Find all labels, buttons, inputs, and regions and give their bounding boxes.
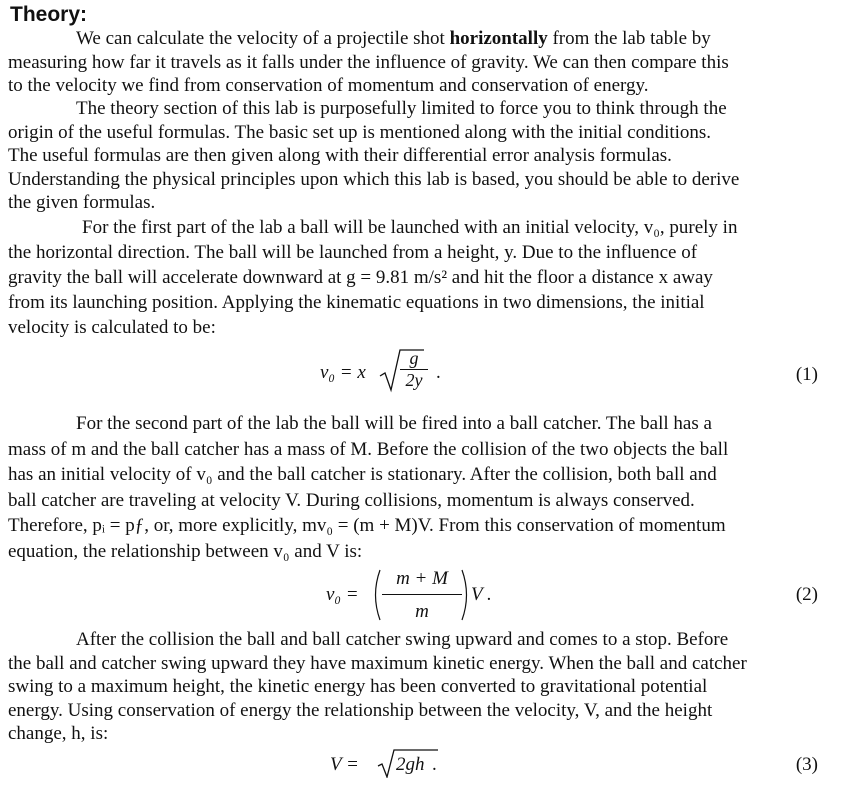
p2-line-5: the given formulas. xyxy=(8,192,156,213)
fraction-g-over-2y: $\frac{g}{2y}$ xyxy=(400,348,428,391)
p2-line-3: The useful formulas are then given along with their differential error analysis formulas. xyxy=(8,145,672,166)
p5-line-5: change, h, is: xyxy=(8,723,109,744)
document-page xyxy=(8,0,836,789)
p4-line-3: has an initial velocity of v₀ and the ball catcher is stationary. After the collision, both ball and xyxy=(8,464,717,485)
p2-line-4: Understanding the physical principles upon which this lab is based, you should be able to derive xyxy=(8,168,740,190)
p3-line-2: the horizontal direction. The ball will be launched from a height, y. Due to the influence of xyxy=(8,242,698,263)
p5-line-4: energy. Using conservation of energy the relationship between the velocity, V, and the height xyxy=(8,699,713,721)
p3-line-3: gravity the ball will accelerate downward at g = 9.81 m/s² and hit the floor a distance x away xyxy=(8,267,713,288)
equation-number-1: (1) xyxy=(795,364,818,385)
equation-3: V = 2gh . (3) xyxy=(8,748,828,782)
paragraph-1 xyxy=(8,27,828,98)
p5-line-3: swing to a maximum height, the kinetic energy has been converted to gravitational potential xyxy=(8,676,708,697)
paragraph-3 xyxy=(8,215,828,340)
p2-line-2: origin of the useful formulas. The basic set up is mentioned along with the initial conditions. xyxy=(8,121,712,143)
section-heading: Theory: xyxy=(10,3,88,26)
p1-line-2: measuring how far it travels as it falls under the influence of gravity. We can then compare this xyxy=(8,51,729,73)
paragraph-5 xyxy=(8,628,828,746)
p1-line-1: We can calculate the velocity of a projectile shot horizontally from the lab table by xyxy=(76,28,711,49)
equation-number-3: (3) xyxy=(795,754,818,775)
fraction-mM-over-m: $\frac{m + M}{m}$ xyxy=(382,568,462,623)
paragraph-4 xyxy=(8,411,828,564)
p3-line-5: velocity is calculated to be: xyxy=(8,317,216,338)
equation-1: v₀ = x $\frac{g}{2y}$ . (1) xyxy=(8,346,828,396)
p3-line-1: For the first part of the lab a ball will be launched with an initial velocity, v₀, purely in xyxy=(82,217,738,238)
p5-line-1: After the collision the ball and ball catcher swing upward and comes to a stop. Before xyxy=(76,629,729,650)
p3-line-4: from its launching position. Applying the kinematic equations in two dimensions, the initial xyxy=(8,292,705,313)
p4-line-1: For the second part of the lab the ball will be fired into a ball catcher. The ball has a xyxy=(76,413,712,434)
p2-line-1: The theory section of this lab is purposefully limited to force you to think through the xyxy=(76,98,727,119)
emphasis-horizontally: horizontally xyxy=(449,28,548,49)
p5-line-2: the ball and catcher swing upward they have maximum kinetic energy. When the ball and catcher xyxy=(8,652,747,674)
p1-line-3: to the velocity we find from conservation of momentum and conservation of energy. xyxy=(8,75,649,96)
p4-line-4: ball catcher are traveling at velocity V. During collisions, momentum is always conserved. xyxy=(8,489,695,511)
p4-line-6: equation, the relationship between v₀ and V is: xyxy=(8,540,363,562)
p4-line-2: mass of m and the ball catcher has a mass of M. Before the collision of the two objects the ball xyxy=(8,438,729,460)
left-paren xyxy=(370,568,382,622)
p4-line-5: Therefore, pᵢ = pƒ, or, more explicitly, mv₀ = (m + M)V. From this conservation of momentum xyxy=(8,515,726,536)
paragraph-2 xyxy=(8,97,828,215)
equation-number-2: (2) xyxy=(795,584,818,605)
equation-2: v₀ = $\frac{m + M}{m}$ V . (2) xyxy=(326,568,818,622)
